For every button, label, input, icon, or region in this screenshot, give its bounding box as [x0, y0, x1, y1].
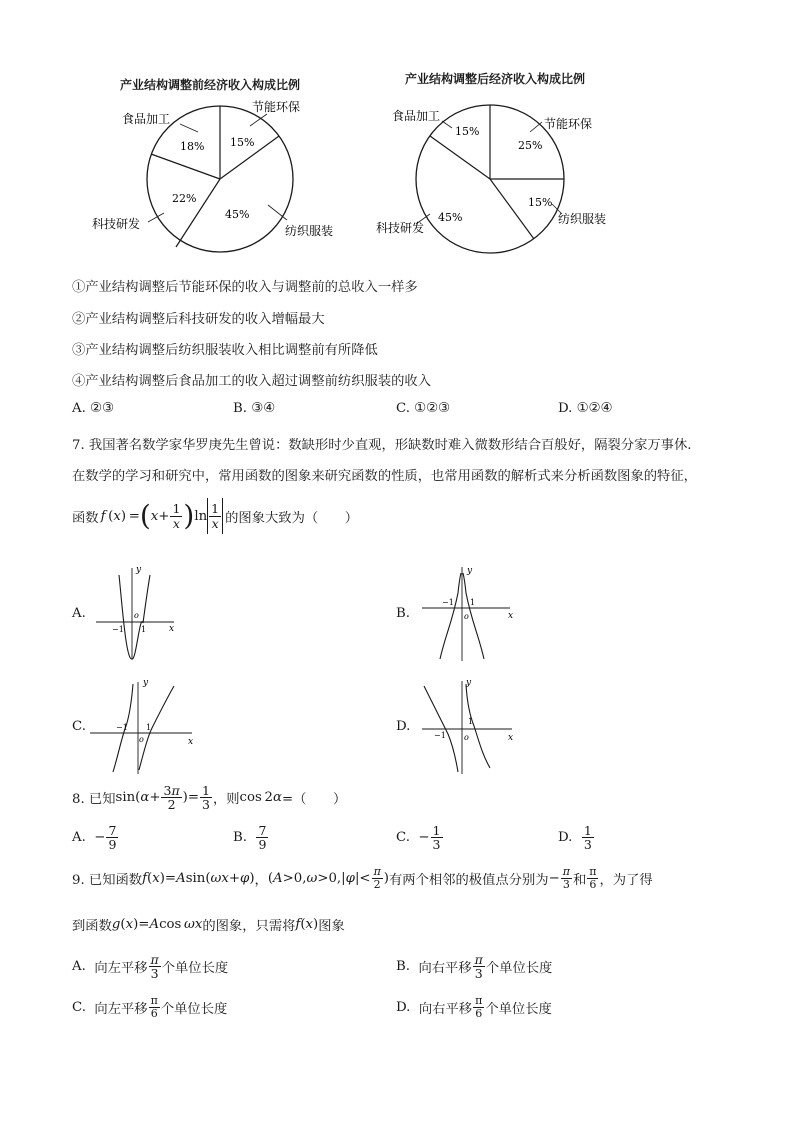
q9-option-c[interactable]: C. 向左平移 $\frac{\pi}{6}$ 个单位长度: [72, 994, 228, 1020]
pie-before-value-textile: 45%: [225, 208, 250, 221]
q6-option-d[interactable]: D. ①②④: [558, 401, 613, 416]
q8-formula-2: cos 2α: [239, 790, 282, 806]
pie-after-value-textile: 15%: [528, 196, 553, 209]
leader-line: [250, 114, 267, 126]
svg-text:o: o: [134, 611, 139, 620]
pie-before-label-food: 食品加工: [122, 112, 171, 126]
q6-option-a[interactable]: A. ②③: [72, 401, 114, 416]
q9-formula-cond: ( A >0, ω >0,| φ |< $\frac{\pi}{2}$ ): [267, 865, 389, 891]
leader-line: [442, 121, 452, 128]
q7-pre: 函数: [72, 510, 99, 526]
q8-mid: ，则: [212, 792, 240, 808]
svg-text:o: o: [464, 612, 469, 621]
leader-line: [180, 124, 198, 132]
pie-before-label-textile: 纺织服装: [285, 224, 334, 238]
q8-option-c[interactable]: C. − $\frac{1}{3}$: [396, 823, 441, 853]
leader-line: [530, 122, 542, 132]
svg-text:1: 1: [146, 723, 152, 732]
pie-after-slice-edge: [490, 179, 534, 239]
pie-after-value-tech: 45%: [438, 211, 463, 224]
svg-text:y: y: [136, 565, 142, 575]
q9-line2-post: 图象: [318, 919, 345, 934]
pie-after-slice-edge: [430, 136, 490, 179]
q9-point-2: $\frac{\pi}{6}$: [589, 865, 597, 891]
svg-text:1: 1: [468, 717, 474, 726]
pie-before-label-energy: 节能环保: [252, 100, 301, 114]
svg-text:1: 1: [470, 598, 476, 607]
q9-question-line-1: [72, 866, 653, 890]
svg-text:x: x: [508, 611, 514, 621]
q9-mid2: 有两个相邻的极值点分别为: [389, 872, 549, 888]
q6-statement-1: ①产业结构调整后节能环保的收入与调整前的总收入一样多: [72, 280, 418, 295]
pie-before-label-tech: 科技研发: [92, 217, 141, 231]
q9-mid1: ，: [254, 872, 268, 888]
pie-before-svg: [80, 70, 370, 270]
svg-text:−1: −1: [116, 723, 128, 732]
q9-line2-mid: 的图象，只需将: [202, 919, 296, 934]
svg-text:y: y: [143, 678, 149, 688]
svg-text:y: y: [466, 678, 472, 688]
q8-option-a[interactable]: A. − $\frac{7}{9}$: [72, 823, 117, 853]
q6-statement-2: ②产业结构调整后科技研发的收入增幅最大: [72, 312, 325, 327]
q6-statement-3: ③产业结构调整后纺织服装收入相比调整前有所降低: [72, 343, 378, 358]
q9-option-a[interactable]: A. 向左平移 $\frac{\pi}{3}$ 个单位长度: [72, 952, 229, 982]
q7-option-c[interactable]: C.: [72, 719, 86, 734]
pie-after-title: 产业结构调整后经济收入构成比例: [405, 72, 586, 86]
pie-before-title: 产业结构调整前经济收入构成比例: [120, 78, 301, 92]
pie-after-label-textile: 纺织服装: [558, 212, 607, 226]
svg-text:x: x: [169, 624, 175, 634]
svg-text:o: o: [139, 735, 144, 744]
pie-after-label-energy: 节能环保: [544, 117, 593, 131]
q6-statement-4: ④产业结构调整后食品加工的收入超过调整前纺织服装的收入: [72, 374, 432, 389]
pie-after-value-energy: 25%: [518, 139, 543, 152]
pie-before-slice-edge: [151, 154, 220, 179]
pie-after-label-tech: 科技研发: [376, 221, 425, 235]
q7-formula: f ( x ) = ( x + $\frac{1}{x}$ ) ln $\frac{1}{x}$: [101, 498, 224, 534]
q6-option-b[interactable]: B. ③④: [233, 401, 276, 416]
q7-text-line-2: 在数学的学习和研究中，常用函数的图象来研究函数的性质，也常用函数的解析式来分析函数图象的特征，: [72, 469, 697, 484]
pie-after-value-food: 15%: [455, 125, 480, 138]
q9-post: ，为了得: [599, 872, 653, 888]
q9-option-d[interactable]: D. 向右平移 $\frac{\pi}{6}$ 个单位长度: [396, 994, 552, 1020]
q8-post: =（ ）: [281, 792, 347, 808]
pie-chart-before: [80, 70, 370, 270]
svg-text:x: x: [188, 737, 194, 747]
q9-line2-pre: 到函数: [72, 919, 112, 934]
pie-before-value-food: 18%: [180, 140, 205, 153]
svg-text:−1: −1: [434, 731, 446, 740]
svg-text:x: x: [508, 733, 514, 743]
q7-graph-a: [92, 563, 182, 663]
q6-option-c[interactable]: C. ①②③: [396, 401, 450, 416]
q7-text-line-1: 7. 我国著名数学家华罗庚先生曾说：数缺形时少直观，形缺数时难入微数形结合百般好，隔裂分家万事休.: [72, 438, 692, 453]
q7-question: [72, 498, 358, 534]
pie-after-svg: [372, 64, 672, 264]
q7-option-a[interactable]: A.: [72, 606, 86, 621]
q9-formula-f2: f(x): [295, 917, 319, 932]
q9-formula-g: g(x)=Acos ωx: [111, 917, 203, 932]
pie-before-slice-edge: [176, 179, 220, 247]
q8-pre: 8. 已知: [72, 792, 116, 808]
q9-formula-f: f(x)=Asin(ωx+φ): [142, 870, 255, 886]
q8-option-b[interactable]: B. $\frac{7}{9}$: [233, 823, 267, 853]
pie-before-value-energy: 15%: [230, 136, 255, 149]
q7-graph-c: [88, 676, 198, 776]
pie-after-label-food: 食品加工: [392, 109, 441, 123]
q9-point-1: − $\frac{\pi}{3}$: [548, 865, 570, 891]
svg-text:−1: −1: [442, 598, 454, 607]
pie-before-value-tech: 22%: [172, 192, 197, 205]
q9-and: 和: [572, 872, 587, 888]
svg-text:−1: −1: [112, 625, 124, 634]
q8-option-d[interactable]: D. $\frac{1}{3}$: [558, 823, 592, 853]
q9-question-line-2: [72, 915, 345, 934]
q7-post: 的图象大致为（ ）: [225, 510, 359, 526]
q7-option-b[interactable]: B.: [396, 606, 410, 621]
q7-graph-d: [420, 676, 520, 776]
q8-formula-1: sin( α + $\frac{3\pi}{2}$ )= $\frac{1}{3}$: [115, 783, 210, 813]
q7-graph-b: [418, 563, 518, 663]
svg-text:y: y: [467, 566, 473, 576]
svg-text:o: o: [464, 733, 469, 742]
svg-text:1: 1: [141, 625, 147, 634]
q9-option-b[interactable]: B. 向右平移 $\frac{\pi}{3}$ 个单位长度: [396, 952, 553, 982]
q9-pre: 9. 已知函数: [72, 872, 143, 888]
q8-question: [72, 784, 346, 811]
q7-option-d[interactable]: D.: [396, 719, 411, 734]
pie-chart-after: [372, 64, 672, 264]
